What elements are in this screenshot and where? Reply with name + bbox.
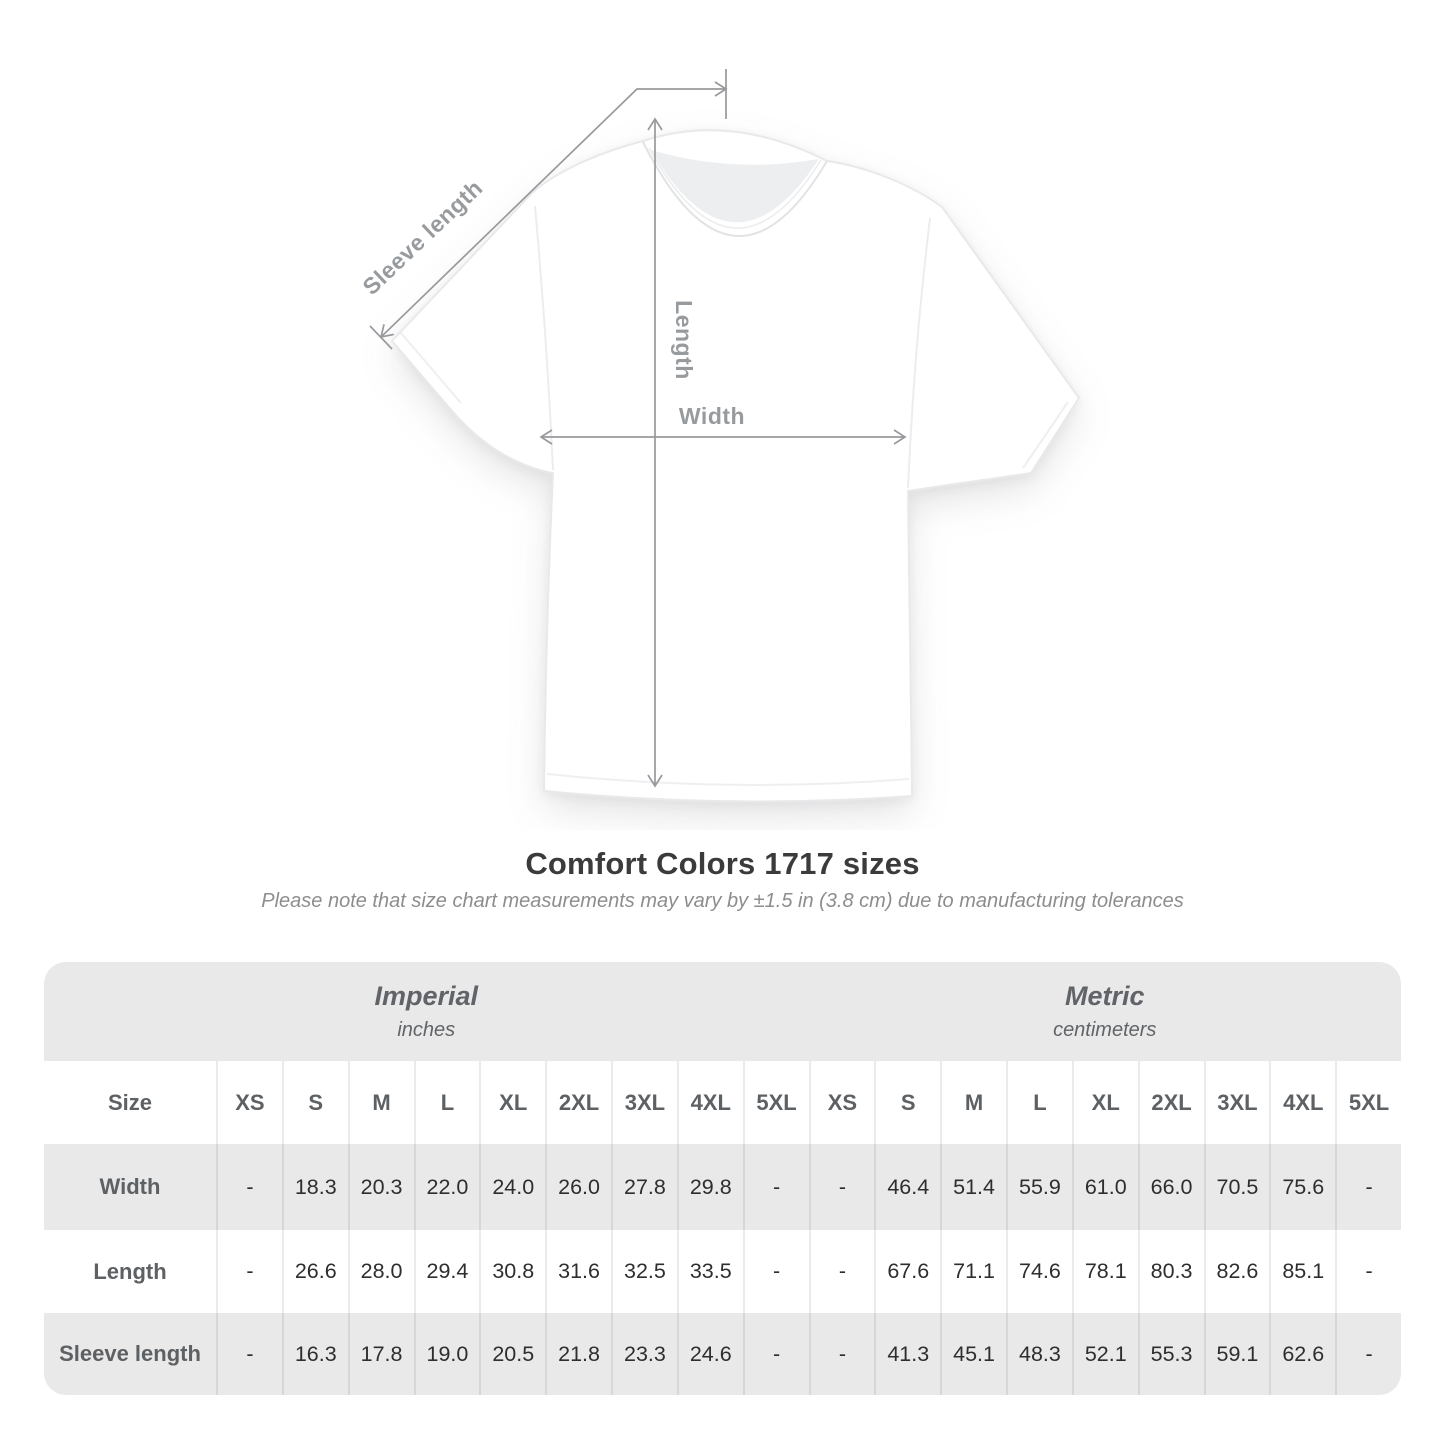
value-cell: 74.6	[1006, 1230, 1072, 1313]
value-cell: 70.5	[1204, 1144, 1270, 1230]
value-cell: 18.3	[282, 1144, 348, 1230]
row-label: Length	[44, 1230, 216, 1313]
size-header-cell: XS	[216, 1061, 282, 1144]
imperial-label: Imperial	[374, 981, 479, 1011]
size-header-cell: S	[874, 1061, 940, 1144]
size-header-cell: 4XL	[677, 1061, 743, 1144]
value-cell: -	[216, 1313, 282, 1395]
size-header-cell: M	[348, 1061, 414, 1144]
metric-unit-label: centimeters	[1053, 1019, 1157, 1041]
value-cell: -	[743, 1230, 809, 1313]
value-cell: -	[809, 1230, 875, 1313]
value-cell: 31.6	[545, 1230, 611, 1313]
size-chart-table	[44, 962, 1401, 1395]
value-cell: 17.8	[348, 1313, 414, 1395]
size-header-cell: L	[414, 1061, 480, 1144]
value-cell: 62.6	[1269, 1313, 1335, 1395]
size-header-cell: S	[282, 1061, 348, 1144]
row-label: Width	[44, 1144, 216, 1230]
size-header-cell: 3XL	[1204, 1061, 1270, 1144]
value-cell: -	[1335, 1313, 1401, 1395]
value-cell: -	[1335, 1230, 1401, 1313]
value-cell: 75.6	[1269, 1144, 1335, 1230]
tolerance-note: Please note that size chart measurements may vary by ±1.5 in (3.8 cm) due to manufacturing tolerances	[261, 890, 1184, 912]
value-cell: 51.4	[940, 1144, 1006, 1230]
value-cell: 29.8	[677, 1144, 743, 1230]
size-header-cell: 2XL	[1138, 1061, 1204, 1144]
value-cell: 26.0	[545, 1144, 611, 1230]
value-cell: 23.3	[611, 1313, 677, 1395]
size-header-cell: XL	[1072, 1061, 1138, 1144]
value-cell: 22.0	[414, 1144, 480, 1230]
value-cell: 20.3	[348, 1144, 414, 1230]
imperial-group-header	[44, 962, 809, 1061]
value-cell: 24.6	[677, 1313, 743, 1395]
value-cell: 85.1	[1269, 1230, 1335, 1313]
value-cell: 55.3	[1138, 1313, 1204, 1395]
value-cell: 19.0	[414, 1313, 480, 1395]
value-cell: 21.8	[545, 1313, 611, 1395]
value-cell: -	[809, 1144, 875, 1230]
size-header-cell: 3XL	[611, 1061, 677, 1144]
value-cell: 61.0	[1072, 1144, 1138, 1230]
page-title: Comfort Colors 1717 sizes	[525, 846, 920, 881]
size-header-cell: XL	[479, 1061, 545, 1144]
value-cell: 27.8	[611, 1144, 677, 1230]
value-cell: 45.1	[940, 1313, 1006, 1395]
size-header-cell: L	[1006, 1061, 1072, 1144]
value-cell: -	[216, 1144, 282, 1230]
size-header-cell: XS	[809, 1061, 875, 1144]
value-cell: -	[743, 1313, 809, 1395]
value-cell: 32.5	[611, 1230, 677, 1313]
tshirt-graphic	[392, 130, 1079, 801]
value-cell: 80.3	[1138, 1230, 1204, 1313]
value-cell: -	[216, 1230, 282, 1313]
size-header-cell: 5XL	[743, 1061, 809, 1144]
value-cell: 41.3	[874, 1313, 940, 1395]
size-header-cell: 4XL	[1269, 1061, 1335, 1144]
value-cell: -	[809, 1313, 875, 1395]
value-cell: 59.1	[1204, 1313, 1270, 1395]
size-header-cell: 2XL	[545, 1061, 611, 1144]
width-label: Width	[678, 403, 746, 429]
value-cell: 71.1	[940, 1230, 1006, 1313]
sleeve-length-label: Sleeve length	[357, 174, 488, 300]
value-cell: 82.6	[1204, 1230, 1270, 1313]
size-column-header: Size	[44, 1061, 216, 1144]
value-cell: 26.6	[282, 1230, 348, 1313]
value-cell: 30.8	[479, 1230, 545, 1313]
value-cell: 67.6	[874, 1230, 940, 1313]
size-header-cell: M	[940, 1061, 1006, 1144]
length-label: Length	[671, 300, 697, 380]
metric-label: Metric	[1064, 981, 1145, 1011]
value-cell: 29.4	[414, 1230, 480, 1313]
imperial-unit-label: inches	[397, 1019, 456, 1041]
size-header-cell: 5XL	[1335, 1061, 1401, 1144]
value-cell: 66.0	[1138, 1144, 1204, 1230]
value-cell: -	[743, 1144, 809, 1230]
value-cell: 33.5	[677, 1230, 743, 1313]
value-cell: 46.4	[874, 1144, 940, 1230]
value-cell: 24.0	[479, 1144, 545, 1230]
value-cell: 78.1	[1072, 1230, 1138, 1313]
value-cell: 52.1	[1072, 1313, 1138, 1395]
value-cell: 28.0	[348, 1230, 414, 1313]
row-label: Sleeve length	[44, 1313, 216, 1395]
value-cell: 48.3	[1006, 1313, 1072, 1395]
value-cell: 16.3	[282, 1313, 348, 1395]
value-cell: 55.9	[1006, 1144, 1072, 1230]
metric-group-header	[809, 962, 1402, 1061]
value-cell: 20.5	[479, 1313, 545, 1395]
value-cell: -	[1335, 1144, 1401, 1230]
